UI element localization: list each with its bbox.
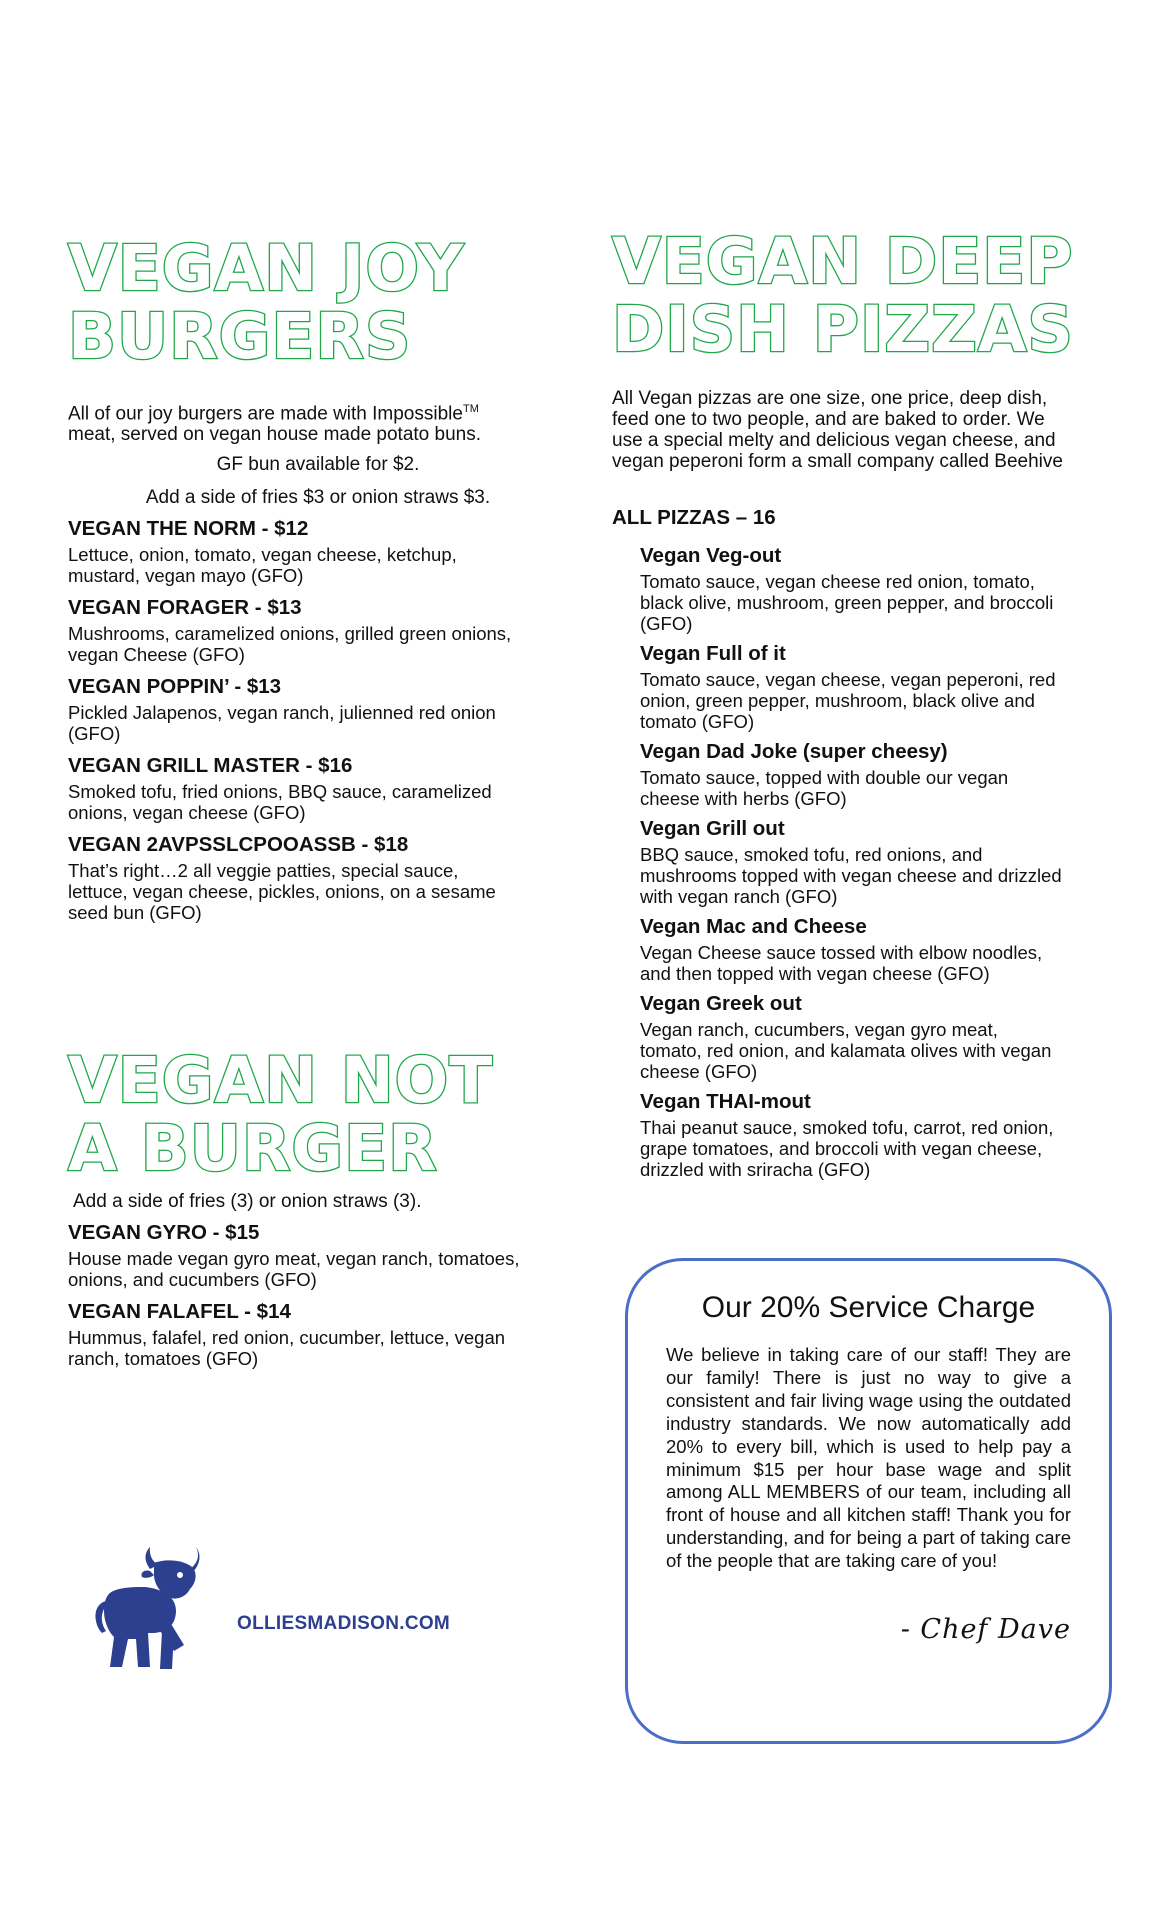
not-burger-item [68,1221,588,1290]
burger-item [68,517,568,586]
pizzas-title-line1: VEGAN DEEP [612,225,1074,298]
pizza-item-name: Vegan Full of it [640,642,786,665]
service-charge-body: We believe in taking care of our staff! They are our family! There is just no way to give a consistent and fair living wage using the outdated industry standards. We now automatically add 20% to every bill, which is used to help pay a minimum $15 per hour base wage and split among ALL MEMBERS of our team, including all front of house and all kitchen staff! Thank you for understanding, and for being a part of taking care of the people that are taking care of you! [666,1344,1071,1572]
burger-item-name: VEGAN FORAGER - $13 [68,596,302,620]
service-charge-title: Our 20% Service Charge [701,1291,1036,1324]
not-burger-title [68,1044,588,1185]
pizza-item-name: Vegan Greek out [640,992,802,1015]
pizza-item-name: Vegan Mac and Cheese [640,915,867,938]
not-burger-item-name: VEGAN FALAFEL - $14 [68,1300,291,1323]
right-column [612,225,1112,1180]
left-column [68,232,568,1369]
burger-item [68,833,568,923]
pizzas-intro: All Vegan pizzas are one size, one price, deep dish, feed one to two people, and are baked to order. We use a special melty and delicious vegan cheese, and vegan peperoni form a small company called Beehive [612,388,1063,472]
pizza-item [640,544,1112,634]
not-burger-title-line1: VEGAN NOT [68,1044,494,1117]
burger-item-description: Lettuce, onion, tomato, vegan cheese, ketchup, mustard, vegan mayo (GFO) [68,544,457,587]
burgers-section [68,232,568,924]
pizza-item-description: Vegan ranch, cucumbers, vegan gyro meat, tomato, red onion, and kalamata olives with vegan cheese (GFO) [640,1019,1052,1082]
gf-bun-note: GF bun available for $2. [216,454,420,476]
not-burger-side-note: Add a side of fries (3) or onion straws (3). [73,1191,422,1212]
pizza-item-description: Tomato sauce, vegan cheese red onion, tomato, black olive, mushroom, green pepper, and broccoli (GFO) [640,571,1054,634]
burgers-intro [68,399,568,445]
pizza-item [640,740,1112,809]
pizza-item-description: Tomato sauce, topped with double our vegan cheese with herbs (GFO) [640,767,1009,809]
not-burger-item-description: Hummus, falafel, red onion, cucumber, lettuce, vegan ranch, tomatoes (GFO) [68,1327,506,1369]
burgers-title-line1: VEGAN JOY [68,232,465,305]
pizzas-title [612,225,1112,366]
burgers-intro-text: All of our joy burgers are made with Impossible [68,403,463,425]
trademark-mark: TM [462,403,479,415]
pizza-item [640,642,1112,732]
pizza-item-description: Tomato sauce, vegan cheese, vegan peperoni, red onion, green pepper, mushroom, black olive and tomato (GFO) [640,669,1056,732]
burger-item-name: VEGAN GRILL MASTER - $16 [68,754,353,778]
burger-item-name: VEGAN POPPIN’ - $13 [68,675,282,699]
burger-item-name: VEGAN 2AVPSSLCPOOASSB - $18 [68,833,409,857]
burger-item [68,596,568,665]
burgers-title-line2: BURGERS [68,300,412,373]
service-charge-box [625,1258,1112,1744]
pizza-item-name: Vegan Grill out [640,817,785,840]
pizzas-title-line2: DISH PIZZAS [612,293,1074,366]
burgers-intro-text-2: meat, served on vegan house made potato buns. [68,424,481,446]
not-burger-title-line2: A BURGER [68,1112,438,1185]
pizza-item-description: BBQ sauce, smoked tofu, red onions, and mushrooms topped with vegan cheese and drizzled with vegan ranch (GFO) [640,844,1062,907]
burger-item [68,675,568,744]
burgers-title [68,232,568,373]
burger-item-description: That’s right…2 all veggie patties, special sauce, lettuce, vegan cheese, pickles, onions, on a sesame seed bun (GFO) [68,860,496,924]
not-burger-item-description: House made vegan gyro meat, vegan ranch, tomatoes, onions, and cucumbers (GFO) [68,1248,520,1290]
burger-item-description: Mushrooms, caramelized onions, grilled green onions, vegan Cheese (GFO) [68,623,512,666]
burgers-side-note: Add a side of fries $3 or onion straws $3. [145,487,491,509]
pizzas-price-header: ALL PIZZAS – 16 [612,506,776,529]
pizza-item-name: Vegan Dad Joke (super cheesy) [640,740,948,763]
burger-item [68,754,568,823]
pizza-item [640,992,1112,1082]
burger-item-description: Smoked tofu, fried onions, BBQ sauce, caramelized onions, vegan cheese (GFO) [68,781,492,824]
pizza-item-description: Vegan Cheese sauce tossed with elbow noodles, and then topped with vegan cheese (GFO) [640,942,1043,984]
pizza-item [640,915,1112,984]
pizza-list [640,544,1112,1180]
burger-item-name: VEGAN THE NORM - $12 [68,517,309,541]
chef-signature: - Chef Dave [900,1614,1071,1645]
pizza-item-name: Vegan Veg-out [640,544,782,567]
pizza-item-description: Thai peanut sauce, smoked tofu, carrot, red onion, grape tomatoes, and broccoli with vegan cheese, drizzled with sriracha (GFO) [640,1117,1054,1180]
pizza-item-name: Vegan THAI-mout [640,1090,811,1113]
not-burger-section [68,1044,588,1369]
not-burger-item [68,1300,588,1369]
pizza-item [640,817,1112,907]
pizza-item [640,1090,1112,1180]
bull-icon [92,1547,216,1671]
burger-item-description: Pickled Jalapenos, vegan ranch, julienned red onion (GFO) [68,702,496,745]
not-burger-item-name: VEGAN GYRO - $15 [68,1221,260,1244]
website-link[interactable]: OLLIESMADISON.COM [237,1613,451,1634]
